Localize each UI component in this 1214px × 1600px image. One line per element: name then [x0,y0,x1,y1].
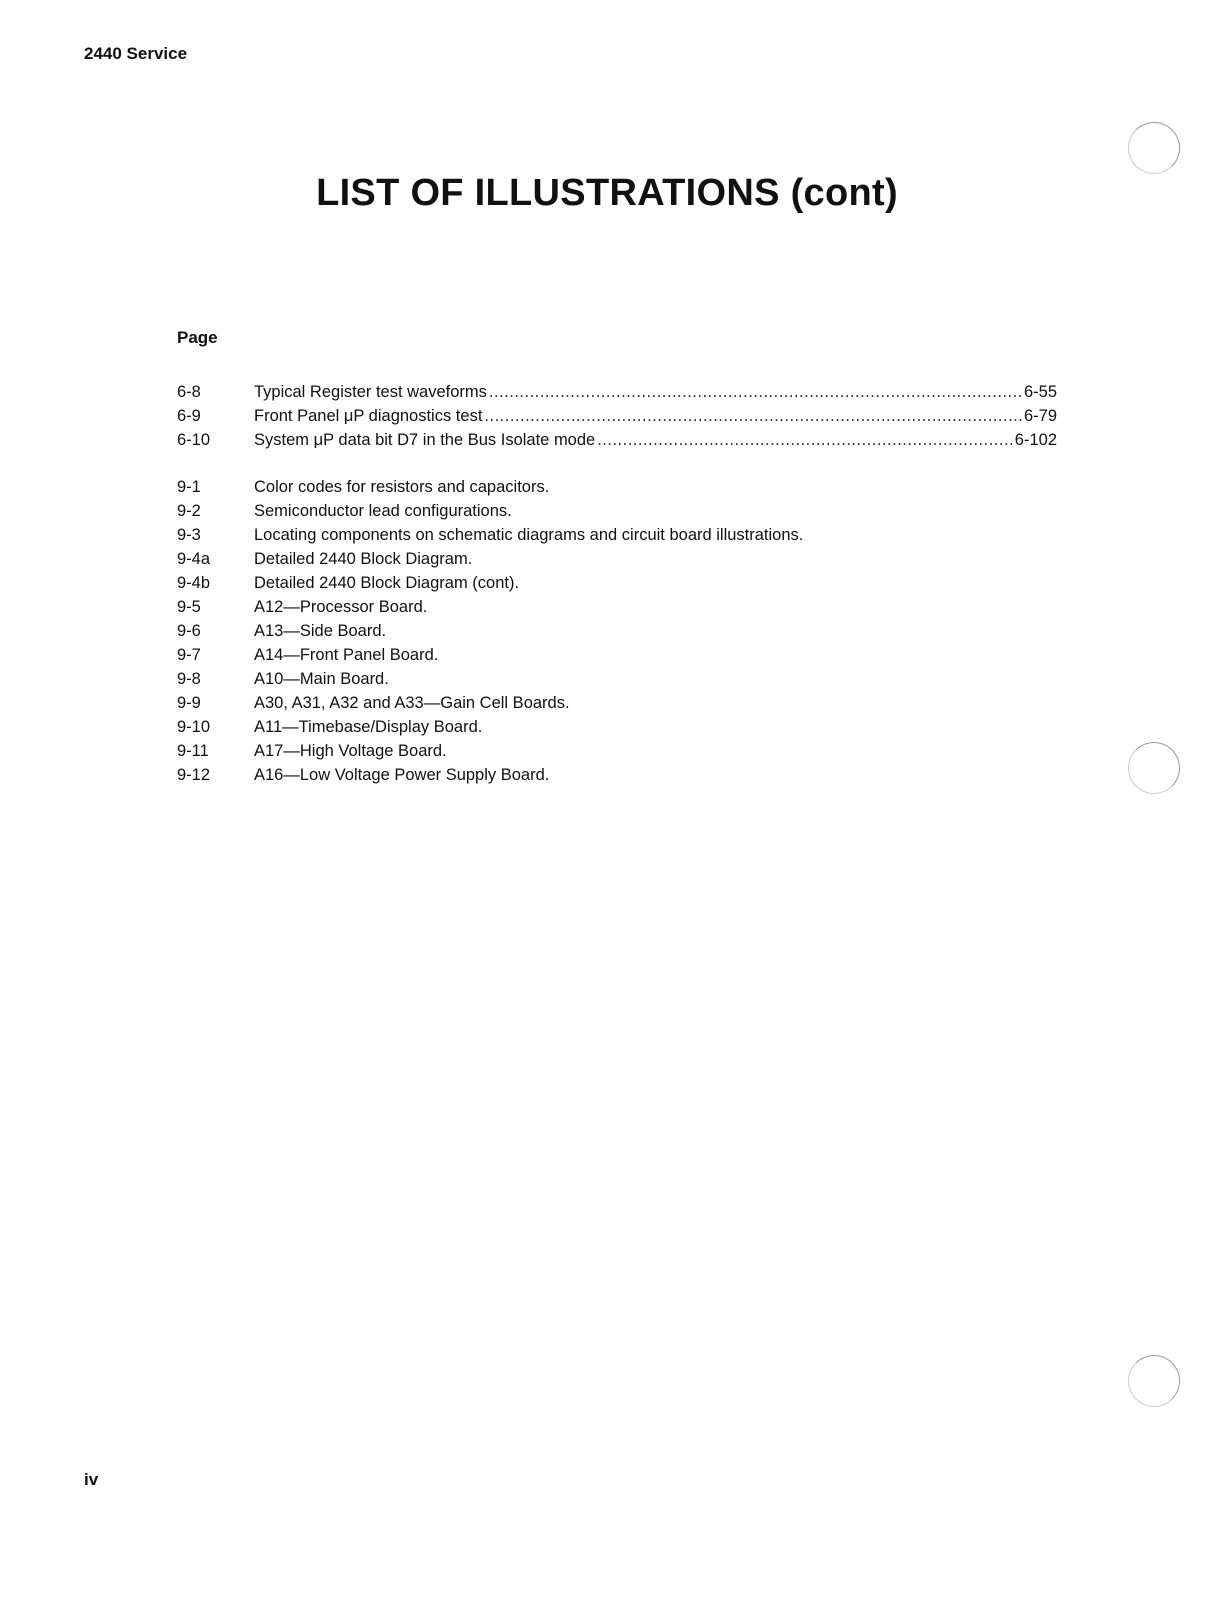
figure-caption: A10—Main Board. [254,670,389,688]
list-entry [177,523,1057,547]
page-number: 6-102 [1014,431,1057,449]
page-number: 6-79 [1023,407,1057,425]
figure-number: 9-4a [177,550,211,568]
figure-caption: A16—Low Voltage Power Supply Board. [254,766,550,784]
list-entry [177,667,1057,691]
running-header: 2440 Service [84,44,188,63]
figure-number: 9-2 [177,502,201,520]
list-entry [177,739,1057,763]
illustration-list-section-6 [177,380,1057,452]
illustration-list-section-9 [177,475,1057,787]
punch-hole-mark [1128,1355,1180,1407]
figure-caption: Locating components on schematic diagrams and circuit board illustrations. [254,526,804,544]
list-entry [177,380,1057,404]
list-entry [177,619,1057,643]
list-entry [177,499,1057,523]
figure-caption: A30, A31, A32 and A33—Gain Cell Boards. [254,694,570,712]
figure-number: 9-10 [177,718,211,736]
figure-caption: System μP data bit D7 in the Bus Isolate mode [254,431,596,449]
dot-leader [484,404,1022,428]
page-number: 6-55 [1023,383,1057,401]
page-number-footer: iv [84,1470,99,1489]
figure-number: 9-9 [177,694,201,712]
figure-caption: Typical Register test waveforms [254,383,487,401]
list-entry [177,691,1057,715]
figure-number: 6-9 [177,407,201,425]
figure-caption: Detailed 2440 Block Diagram (cont). [254,574,520,592]
list-entry [177,715,1057,739]
list-entry [177,547,1057,571]
figure-number: 9-7 [177,646,201,664]
punch-hole-mark [1128,122,1180,174]
figure-number: 9-12 [177,766,211,784]
list-entry [177,571,1057,595]
figure-number: 9-4b [177,574,211,592]
punch-hole-mark [1128,742,1180,794]
list-entry [177,643,1057,667]
dot-leader [597,428,1013,452]
figure-number: 9-6 [177,622,201,640]
page-column-label: Page [177,328,218,347]
figure-caption: A17—High Voltage Board. [254,742,447,760]
figure-number: 6-10 [177,431,211,449]
page-title: LIST OF ILLUSTRATIONS (cont) [316,172,898,214]
figure-number: 9-3 [177,526,201,544]
figure-number: 9-8 [177,670,201,688]
figure-caption: A14—Front Panel Board. [254,646,439,664]
figure-number: 9-11 [177,742,209,760]
list-entry [177,428,1057,452]
figure-caption: Front Panel μP diagnostics test [254,407,483,425]
list-entry [177,763,1057,787]
figure-caption: A13—Side Board. [254,622,387,640]
figure-caption: Color codes for resistors and capacitors. [254,478,550,496]
dot-leader [489,380,1022,404]
list-entry [177,404,1057,428]
figure-caption: Semiconductor lead configurations. [254,502,512,520]
list-entry [177,595,1057,619]
list-entry [177,475,1057,499]
figure-caption: Detailed 2440 Block Diagram. [254,550,473,568]
figure-caption: A11—Timebase/Display Board. [254,718,483,736]
figure-number: 6-8 [177,383,201,401]
figure-number: 9-1 [177,478,201,496]
figure-caption: A12—Processor Board. [254,598,428,616]
figure-number: 9-5 [177,598,201,616]
